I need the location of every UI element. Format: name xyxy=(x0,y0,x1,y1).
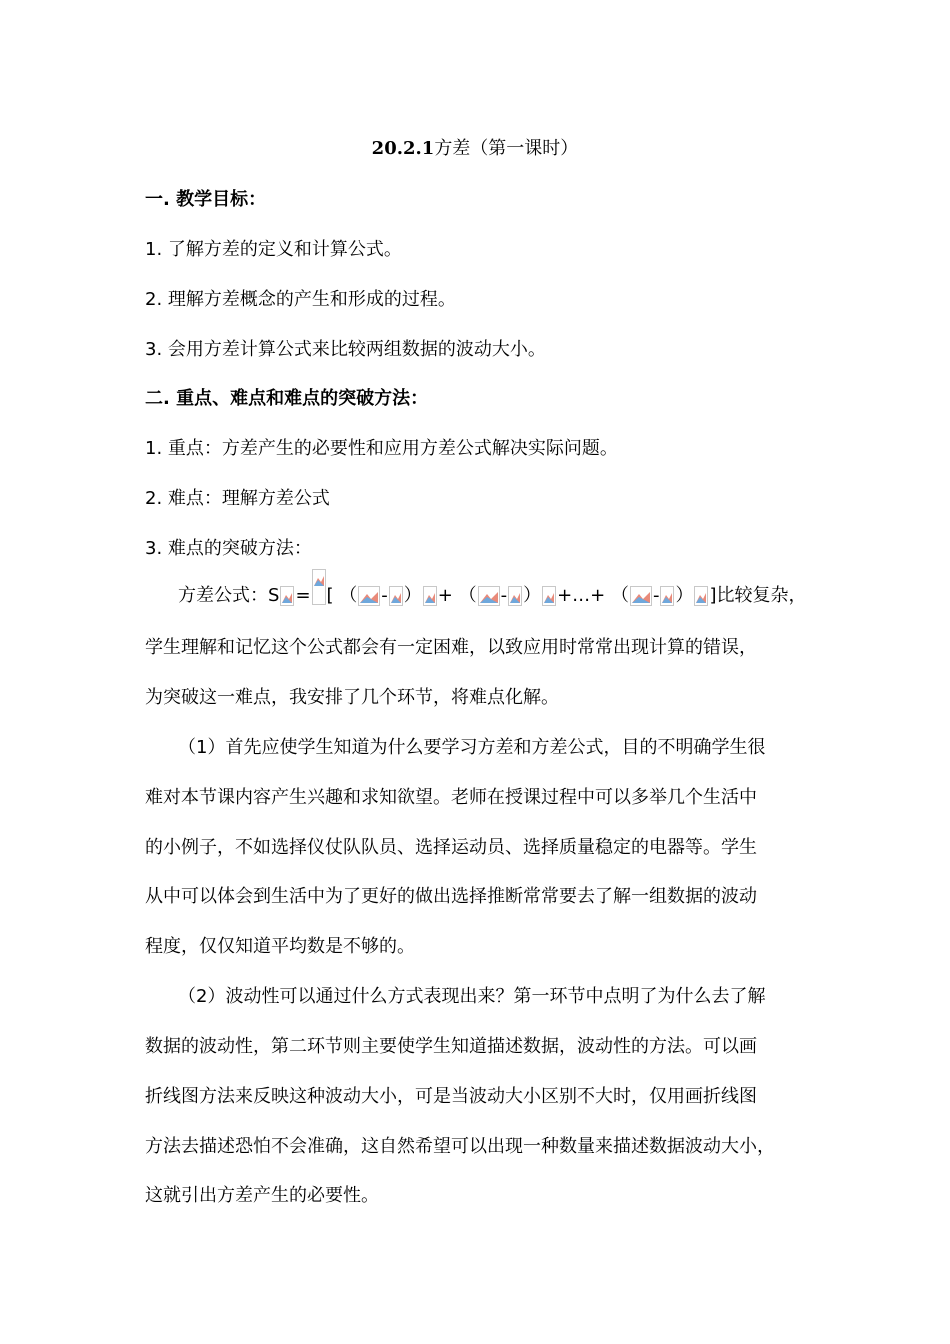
broken-image-icon xyxy=(280,586,294,606)
paragraph-line: 难对本节课内容产生兴趣和求知欲望。老师在授课过程中可以多举几个生活中 xyxy=(145,787,757,808)
paragraph-line: 这就引出方差产生的必要性。 xyxy=(145,1185,379,1206)
broken-image-icon xyxy=(312,569,326,605)
paragraph-line: 折线图方法来反映这种波动大小，可是当波动大小区别不大时，仅用画折线图 xyxy=(145,1086,757,1107)
paragraph-line: 程度，仅仅知道平均数是不够的。 xyxy=(145,936,415,957)
paragraph-line: 数据的波动性，第二环节则主要使学生知道描述数据，波动性的方法。可以画 xyxy=(145,1036,757,1057)
title-number: 20.2.1 xyxy=(371,138,435,159)
formula-minus: - xyxy=(500,585,508,606)
paragraph-line: 为突破这一难点，我安排了几个环节，将难点化解。 xyxy=(145,687,559,708)
paragraph-line: 的小例子，不如选择仪仗队队员、选择运动员、选择质量稳定的电器等。学生 xyxy=(145,837,757,858)
key-point-2: 2. 难点：理解方差公式 xyxy=(145,488,330,509)
broken-image-icon xyxy=(508,586,522,606)
broken-image-icon xyxy=(694,586,708,606)
objective-3: 3. 会用方差计算公式来比较两组数据的波动大小。 xyxy=(145,339,546,360)
formula-suffix: ]比较复杂， xyxy=(709,585,807,606)
objective-1: 1. 了解方差的定义和计算公式。 xyxy=(145,239,402,260)
broken-image-icon xyxy=(423,586,437,606)
section-heading-objectives: 一. 教学目标： xyxy=(145,189,267,210)
broken-image-icon xyxy=(630,586,652,606)
formula-close-paren: ） xyxy=(523,585,542,606)
formula-ellipsis: +…+ （ xyxy=(557,585,629,606)
key-point-1: 1. 重点：方差产生的必要性和应用方差公式解决实际问题。 xyxy=(145,438,618,459)
document-title xyxy=(0,136,950,162)
objective-2: 2. 理解方差概念的产生和形成的过程。 xyxy=(145,289,456,310)
formula-plus: + （ xyxy=(437,585,477,606)
paragraph-line: 学生理解和记忆这个公式都会有一定困难，以致应用时常常出现计算的错误， xyxy=(145,637,757,658)
key-point-3: 3. 难点的突破方法： xyxy=(145,538,312,559)
broken-image-icon xyxy=(542,586,556,606)
title-text: 方差（第一课时） xyxy=(434,138,579,159)
formula-open-bracket: [ （ xyxy=(326,585,358,606)
paragraph-line: 方法去描述恐怕不会准确，这自然希望可以出现一种数量来描述数据波动大小， xyxy=(145,1136,775,1157)
formula-prefix: 方差公式：S xyxy=(178,585,280,606)
section-heading-key-points: 二. 重点、难点和难点的突破方法： xyxy=(145,388,429,409)
formula-minus: - xyxy=(652,585,660,606)
formula-equals: = xyxy=(295,585,311,606)
broken-image-icon xyxy=(389,586,403,606)
paragraph-line: （2）波动性可以通过什么方式表现出来？第一环节中点明了为什么去了解 xyxy=(178,986,766,1007)
formula-close-paren: ） xyxy=(675,585,694,606)
broken-image-icon xyxy=(478,586,500,606)
formula-minus: - xyxy=(381,585,388,606)
variance-formula xyxy=(178,583,807,609)
broken-image-icon xyxy=(660,586,674,606)
paragraph-line: 从中可以体会到生活中为了更好的做出选择推断常常要去了解一组数据的波动 xyxy=(145,886,757,907)
paragraph-line: （1）首先应使学生知道为什么要学习方差和方差公式，目的不明确学生很 xyxy=(178,737,766,758)
formula-close-paren: ） xyxy=(403,585,422,606)
broken-image-icon xyxy=(358,586,380,606)
